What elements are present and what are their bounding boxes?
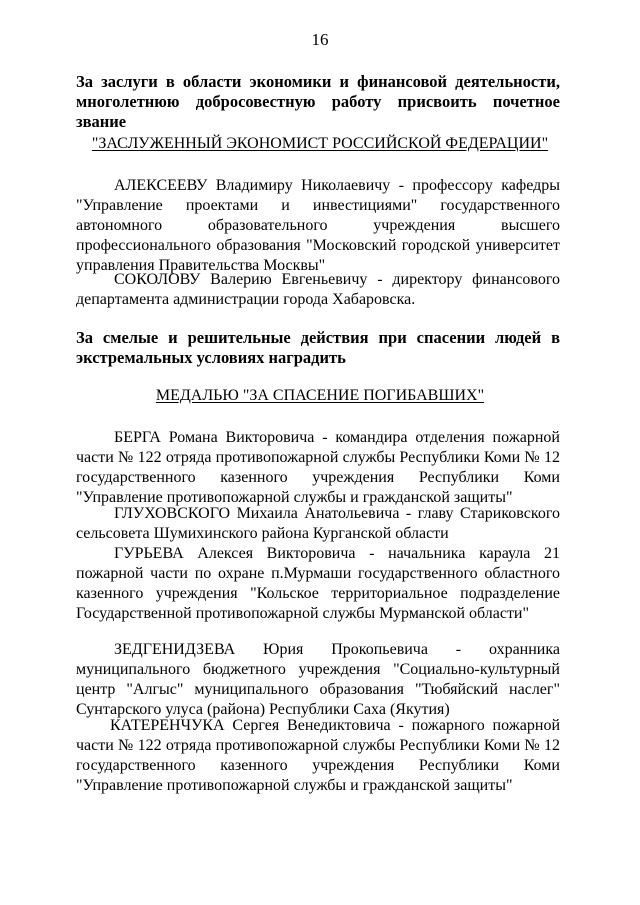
award-title-economist: "ЗАСЛУЖЕННЫЙ ЭКОНОМИСТ РОССИЙСКОЙ ФЕДЕРАЦИИ" <box>91 135 549 152</box>
award-entry-alekseev: АЛЕКСЕЕВУ Владимиру Николаевичу - профессору кафедры "Управление проектами и инвестициями" государственного автономного образовательного учреждения высшего профессионального образования "Московский городской университет управления Правительства Москвы" <box>76 177 560 274</box>
section-heading-economist: За заслуги в области экономики и финансовой деятельности, многолетнюю добросовестную работу присвоить почетное звание <box>76 72 560 131</box>
section-heading-rescue: За смелые и решительные действия при спасении людей в экстремальных условиях наградить <box>76 328 560 367</box>
page-number: 16 <box>311 30 329 49</box>
award-entry-sokolov: СОКОЛОВУ Валерию Евгеньевичу - директору финансового департамента администрации города Хабаровска. <box>76 271 560 308</box>
award-entry-berg: БЕРГА Романа Викторовича - командира отделения пожарной части № 122 отряда противопожарной службы Республики Коми № 12 государственного казенного учреждения Республики Коми "Управление противопожарной службы и гражданской защиты" <box>76 429 560 506</box>
award-entry-katerenchuk: КАТЕРЕНЧУКА Сергея Венедиктовича - пожарного пожарной части № 122 отряда противопожарной службы Республики Коми № 12 государственного казенного учреждения Республики Коми "Управление противопожарной службы и гражданской защиты" <box>76 717 560 794</box>
award-entry-glukhovsky: ГЛУХОВСКОГО Михаила Анатольевича - главу Стариковского сельсовета Шумихинского района Курганской области <box>76 505 560 542</box>
award-entry-zedgenidzev: ЗЕДГЕНИДЗЕВА Юрия Прокопьевича - охранника муниципального бюджетного учреждения "Социально-культурный центр "Алгыс" муниципального образования "Тюбяйский наслег" Сунтарского улуса (района) Республики Саха (Якутия) <box>76 641 560 718</box>
award-title-rescue-medal: МЕДАЛЬЮ "ЗА СПАСЕНИЕ ПОГИБАВШИХ" <box>155 387 485 404</box>
award-entry-guryev: ГУРЬЕВА Алексея Викторовича - начальника караула 21 пожарной части по охране п.Мурмаши государственного областного казенного учреждения "Кольское территориальное подразделение Государственной противопожарной службы Мурманской области" <box>76 545 560 622</box>
